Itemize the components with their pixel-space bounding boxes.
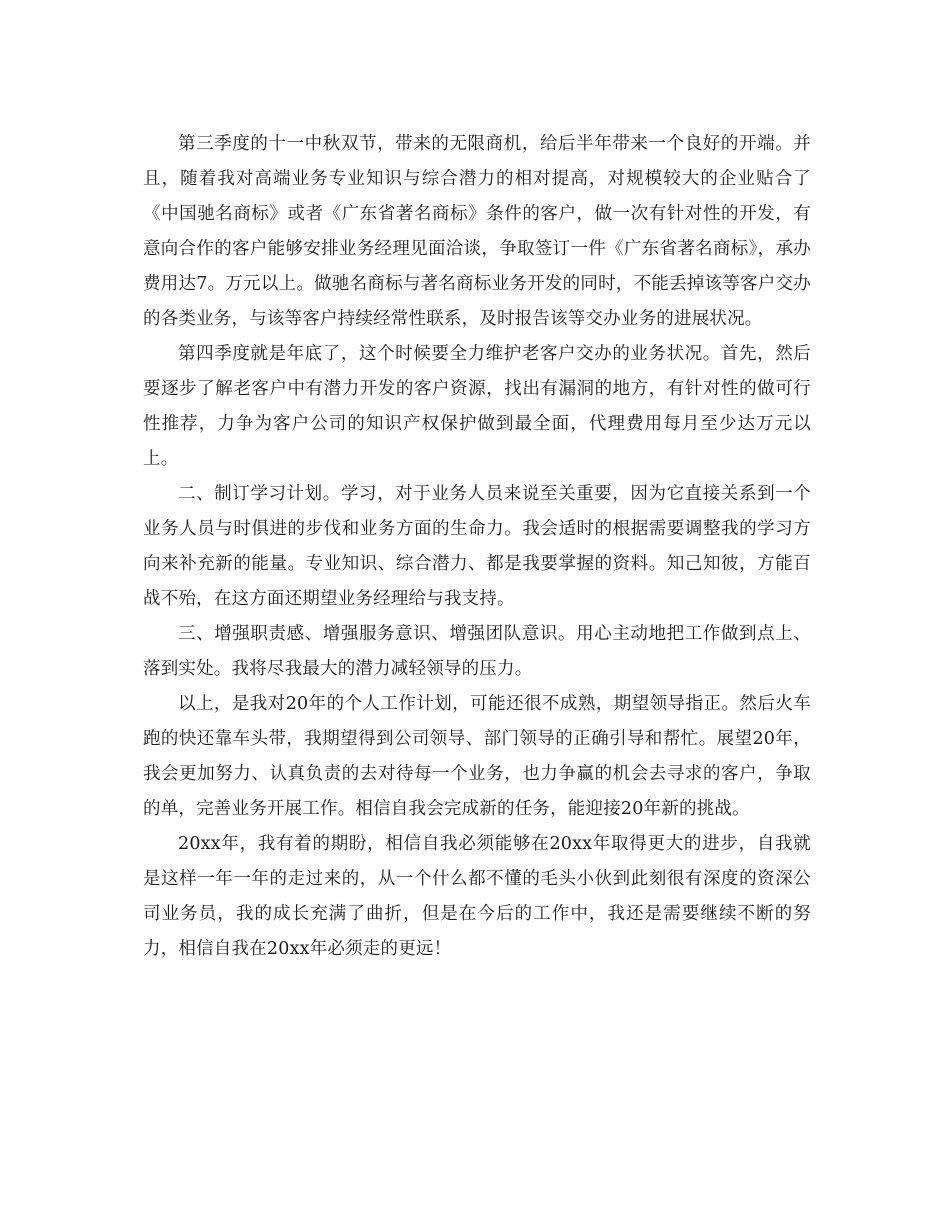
paragraph-q4-plan: 第四季度就是年底了，这个时候要全力维护老客户交办的业务状况。首先，然后要逐步了解老客户中有潜力开发的客户资源，找出有漏洞的地方，有针对性的做可行性推荐，力争为客户公司的知识产权保护做到最全面，代理费用每月至少达万元以上。 bbox=[143, 344, 811, 469]
paragraph-q3-plan: 第三季度的十一中秋双节，带来的无限商机，给后半年带来一个良好的开端。并且，随着我对高端业务专业知识与综合潜力的相对提高，对规模较大的企业贴合了《中国驰名商标》或者《广东省著名商标》条件的客户，做一次有针对性的开发，有意向合作的客户能够安排业务经理见面洽谈，争取签订一件《广东省著名商标》，承办费用达7。万元以上。做驰名商标与著名商标业务开发的同时，不能丢掉该等客户交办的各类业务，与该等客户持续经常性联系，及时报告该等交办业务的进展状况。 bbox=[143, 134, 811, 329]
paragraph-summary: 以上，是我对20年的个人工作计划，可能还很不成熟，期望领导指正。然后火车跑的快还靠车头带，我期望得到公司领导、部门领导的正确引导和帮忙。展望20年，我会更加努力、认真负责的去对待每一个业务，也力争赢的机会去寻求的客户，争取的单，完善业务开展工作。相信自我会完成新的任务，能迎接20年新的挑战。 bbox=[143, 694, 811, 819]
paragraph-outlook: 20xx年，我有着的期盼，相信自我必须能够在20xx年取得更大的进步，自我就是这样一年一年的走过来的，从一个什么都不懂的毛头小伙到此刻很有深度的资深公司业务员，我的成长充满了曲折，但是在今后的工作中，我还是需要继续不断的努力，相信自我在20xx年必须走的更远！ bbox=[143, 834, 811, 959]
document-body bbox=[143, 127, 811, 967]
paragraph-study-plan: 二、制订学习计划。学习，对于业务人员来说至关重要，因为它直接关系到一个业务人员与时俱进的步伐和业务方面的生命力。我会适时的根据需要调整我的学习方向来补充新的能量。专业知识、综合潜力、都是我要掌握的资料。知己知彼，方能百战不殆，在这方面还期望业务经理给与我支持。 bbox=[143, 484, 811, 609]
paragraph-responsibility: 三、增强职责感、增强服务意识、增强团队意识。用心主动地把工作做到点上、落到实处。我将尽我最大的潜力减轻领导的压力。 bbox=[143, 624, 811, 679]
